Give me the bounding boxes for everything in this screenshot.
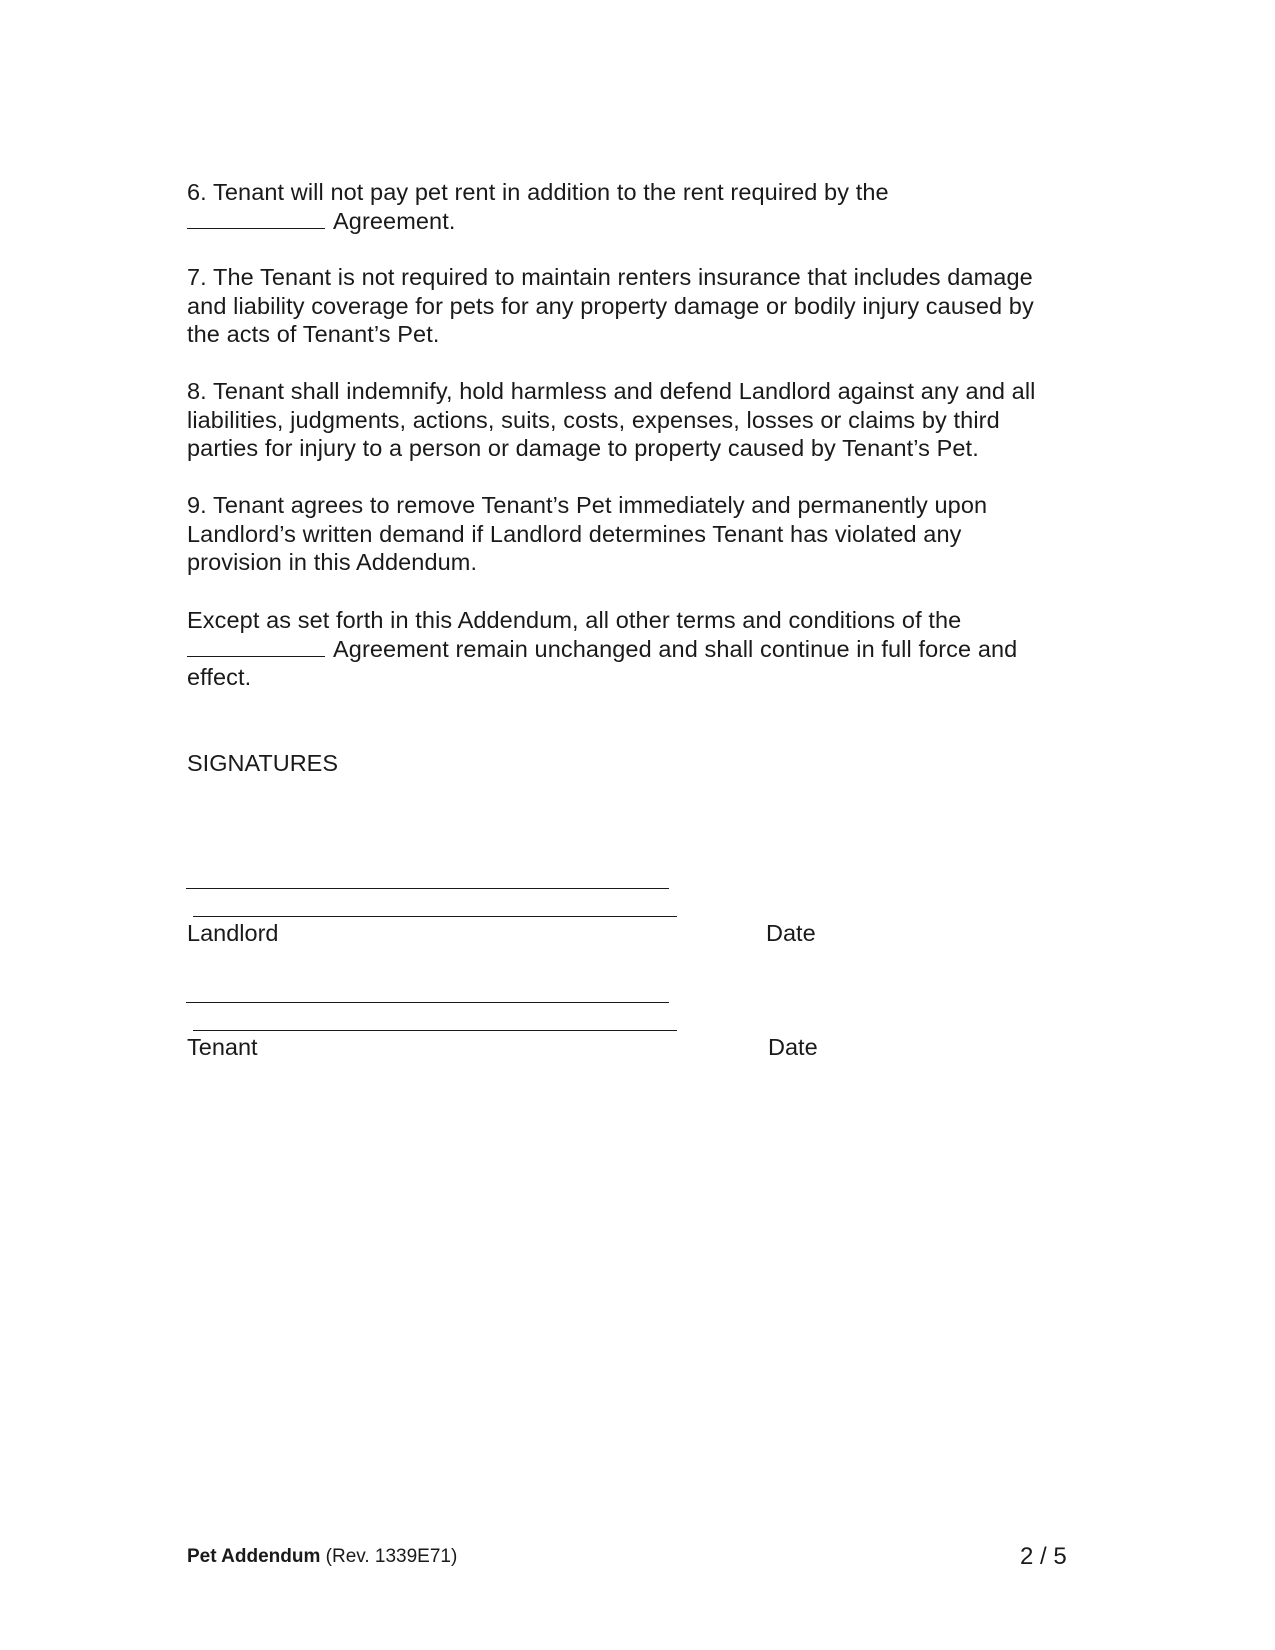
closing-line-3: effect. <box>187 664 252 690</box>
agreement-type-blank <box>187 208 325 229</box>
closing-paragraph <box>187 606 1087 692</box>
landlord-name-line[interactable] <box>193 916 677 917</box>
closing-line-1: Except as set forth in this Addendum, all other terms and conditions of the <box>187 607 962 633</box>
signatures-heading: SIGNATURES <box>187 750 339 776</box>
clause-8: 8. Tenant shall indemnify, hold harmless and defend Landlord against any and all liabilities, judgments, actions, suits, costs, expenses, losses or claims by third parties for injury to a person or damage to property caused by Tenant’s Pet. <box>187 378 1036 461</box>
footer-doc-title: Pet Addendum <box>187 1546 321 1567</box>
tenant-label: Tenant <box>187 1034 258 1060</box>
closing-line-2 <box>187 635 1087 664</box>
clause-6-line-2 <box>187 207 1087 236</box>
clause-6-line-1: 6. Tenant will not pay pet rent in addition to the rent required by the <box>187 179 889 205</box>
tenant-date-label: Date <box>768 1034 818 1060</box>
clause-7: 7. The Tenant is not required to maintain renters insurance that includes damage and liability coverage for pets for any property damage or bodily injury caused by the acts of Tenant’s Pet. <box>187 264 1034 347</box>
clause-6-line-2-text: Agreement. <box>333 207 456 234</box>
landlord-signature-line[interactable] <box>186 888 669 889</box>
landlord-date-label: Date <box>766 920 816 946</box>
tenant-signature-line[interactable] <box>186 1002 669 1003</box>
closing-line-2-text: Agreement remain unchanged and shall continue in full force and <box>333 635 1018 662</box>
landlord-label: Landlord <box>187 920 279 946</box>
footer-document-info <box>187 1545 457 1569</box>
tenant-name-line[interactable] <box>193 1030 677 1031</box>
agreement-type-blank-2 <box>187 636 325 657</box>
clause-6 <box>187 178 1087 235</box>
footer-revision: (Rev. 1339E71) <box>325 1546 458 1567</box>
clause-9: 9. Tenant agrees to remove Tenant’s Pet immediately and permanently upon Landlord’s written demand if Landlord determines Tenant has violated any provision in this Addendum. <box>187 492 988 575</box>
page-number: 2 / 5 <box>1020 1543 1067 1570</box>
